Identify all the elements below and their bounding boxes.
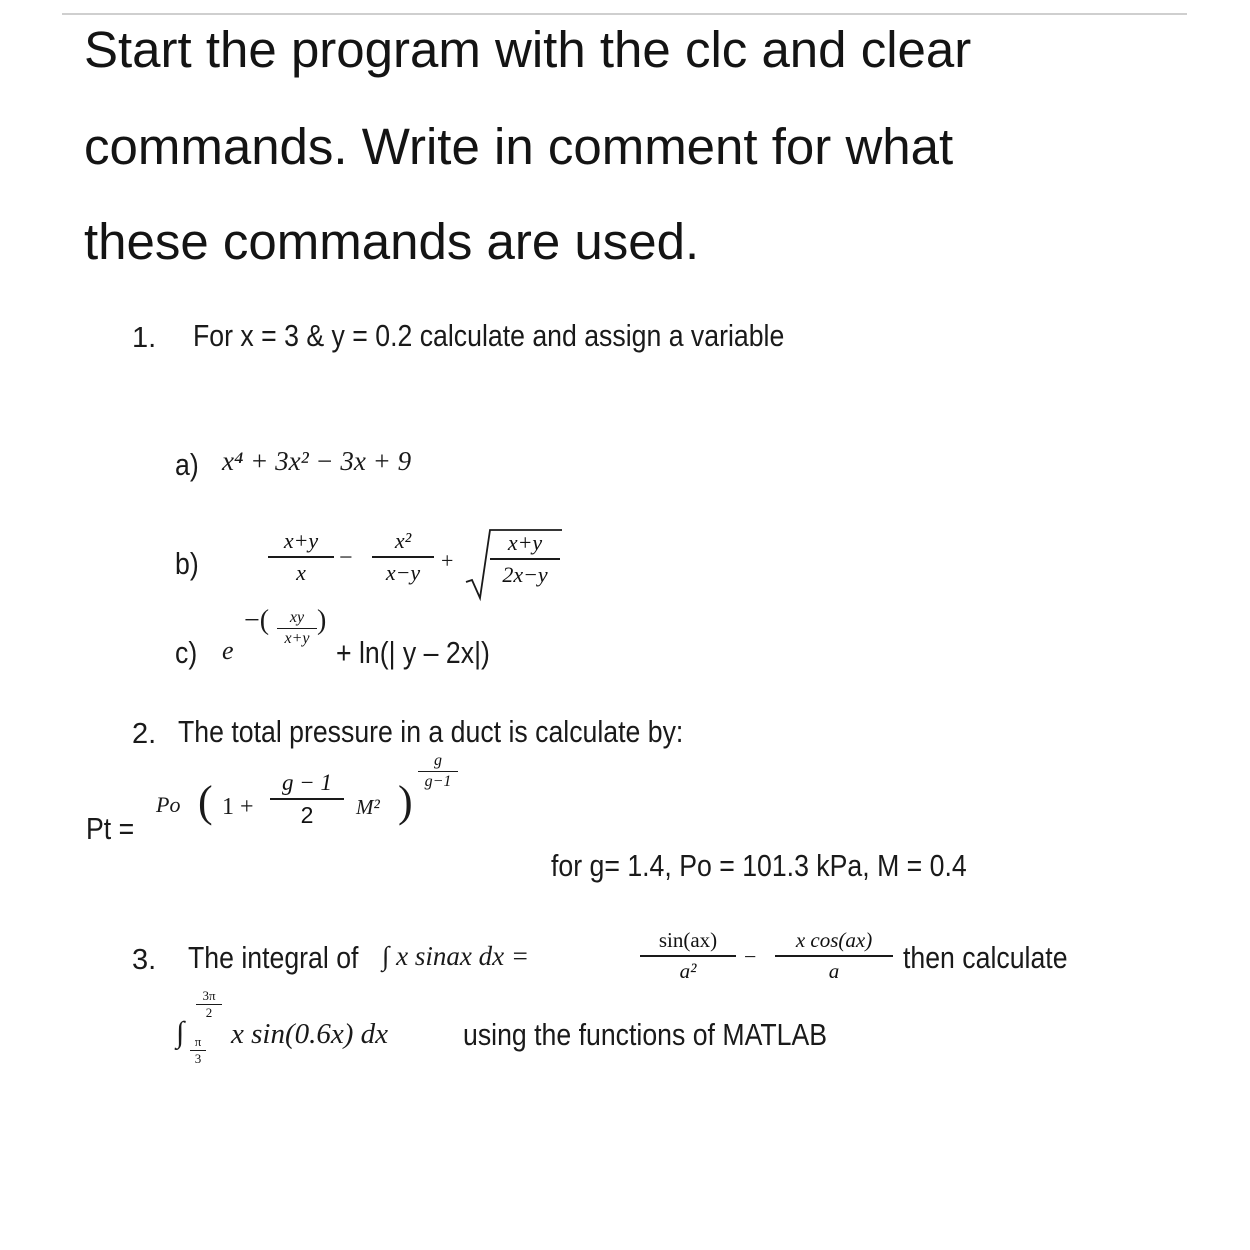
q1a-expression: x⁴ + 3x² − 3x + 9 bbox=[222, 446, 412, 476]
q2-m2: M² bbox=[356, 795, 380, 819]
q1c-base: e bbox=[222, 636, 234, 665]
q3-f1-denominator: a² bbox=[679, 958, 697, 983]
q2-exp-denominator: g−1 bbox=[424, 773, 452, 791]
intro-line-1: Start the program with the clc and clear bbox=[84, 21, 972, 78]
q2-close-paren: ) bbox=[398, 777, 413, 826]
q1b-fraction-3 bbox=[490, 530, 560, 588]
q2-open-paren: ( bbox=[198, 777, 213, 826]
q1c-exp-close: ) bbox=[317, 605, 327, 636]
q2-frac-denominator: 2 bbox=[300, 801, 314, 828]
q1-number: 1. bbox=[132, 322, 157, 354]
q3-f2-numerator: x cos(ax) bbox=[795, 928, 873, 952]
q3-lower-numerator: π bbox=[194, 1034, 202, 1049]
q3-minus: − bbox=[744, 944, 757, 969]
q3-number: 3. bbox=[132, 944, 157, 976]
q2-exponent bbox=[418, 752, 458, 791]
q1c-label: c) bbox=[175, 635, 198, 670]
q2-po: Po bbox=[156, 792, 181, 817]
q2-one-plus: 1 + bbox=[222, 794, 254, 820]
q1b-f3-denominator: 2x−y bbox=[502, 561, 548, 587]
q2-fraction bbox=[270, 770, 344, 829]
q3-lower-bound bbox=[190, 1034, 206, 1067]
q3-f2-denominator: a bbox=[828, 958, 840, 983]
q2-exp-numerator: g bbox=[434, 752, 442, 769]
q3-upper-numerator: 3π bbox=[202, 988, 216, 1003]
q1c-exp-open: −( bbox=[244, 605, 270, 636]
q1c-exp-denominator: x+y bbox=[284, 630, 310, 648]
q3-upper-bound bbox=[196, 988, 222, 1021]
q1b-f1-denominator: x bbox=[296, 559, 306, 585]
q1b-label: b) bbox=[175, 546, 199, 581]
q3-integral-body: x sin(0.6x) dx bbox=[231, 1018, 389, 1050]
q1c-exp-numerator: xy bbox=[289, 609, 305, 626]
intro-line-2: commands. Write in comment for what bbox=[84, 118, 954, 175]
intro-line-3: these commands are used. bbox=[84, 213, 700, 270]
q2-text: The total pressure in a duct is calculate by: bbox=[178, 714, 684, 749]
q1c-exp-fraction bbox=[277, 609, 317, 648]
q2-frac-numerator: g − 1 bbox=[281, 770, 333, 795]
q1b-plus: + bbox=[441, 548, 454, 573]
q3-upper-denominator: 2 bbox=[205, 1005, 213, 1020]
q1b-minus: − bbox=[339, 545, 353, 571]
q1b-f3-numerator: x+y bbox=[507, 530, 543, 555]
q2-values: for g= 1.4, Po = 101.3 kPa, M = 0.4 bbox=[551, 848, 967, 883]
q2-number: 2. bbox=[132, 718, 157, 750]
q1c-tail: + ln(| y – 2x|) bbox=[336, 635, 490, 670]
integral-sign-icon: ∫ bbox=[176, 1016, 185, 1049]
q2-lhs: Pt = bbox=[86, 811, 135, 846]
q3-lower-denominator: 3 bbox=[194, 1051, 202, 1066]
q3-f1-numerator: sin(ax) bbox=[658, 928, 718, 952]
q1b-f1-numerator: x+y bbox=[283, 528, 319, 553]
q1b-f2-denominator: x−y bbox=[385, 559, 421, 585]
q1a-label: a) bbox=[175, 447, 199, 482]
q3-text1: The integral of bbox=[188, 940, 359, 975]
q3-fraction-1 bbox=[640, 928, 736, 984]
q3-integrand: ∫ x sinax dx = bbox=[382, 941, 530, 971]
q3-fraction-2 bbox=[775, 928, 893, 984]
q1b-f2-numerator: x² bbox=[394, 528, 412, 553]
q1-text: For x = 3 & y = 0.2 calculate and assign a variable bbox=[193, 318, 785, 353]
q3-text3: using the functions of MATLAB bbox=[463, 1017, 828, 1052]
q3-text2: then calculate bbox=[903, 940, 1068, 975]
